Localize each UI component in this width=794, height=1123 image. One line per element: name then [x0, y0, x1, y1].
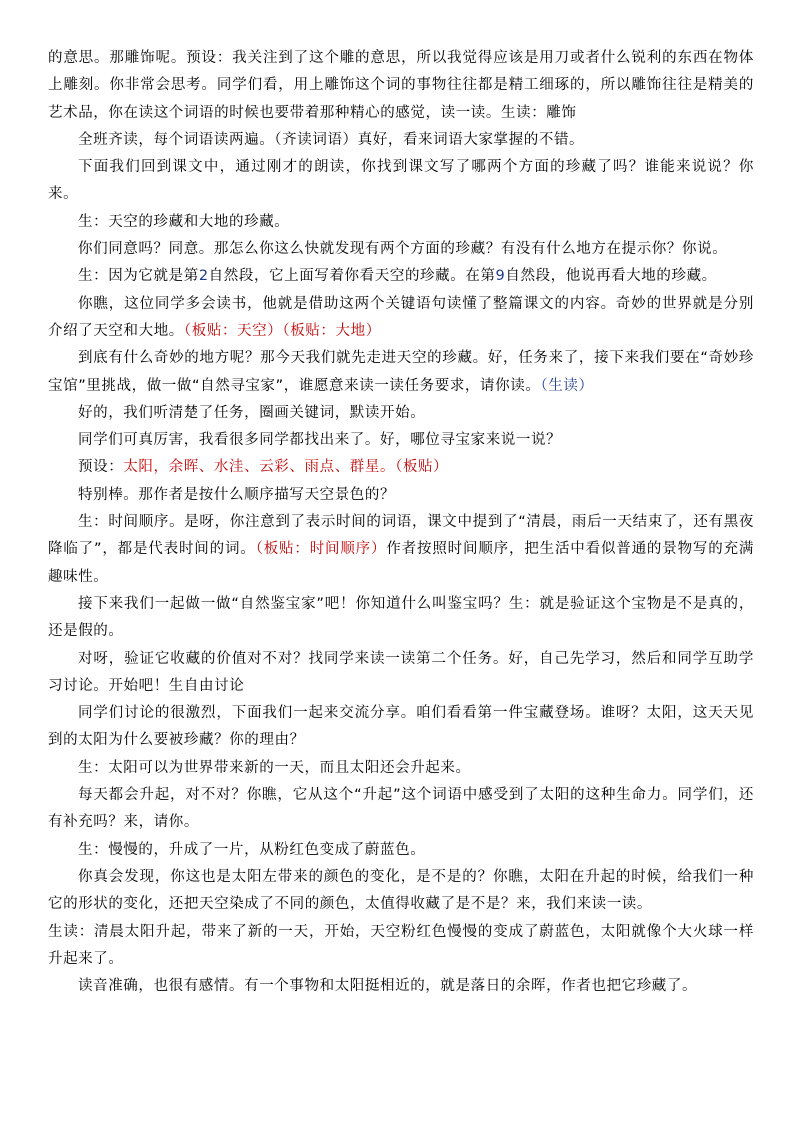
text-segment: 全班齐读，每个词语读两遍。（齐读词语）真好，看来词语大家掌握的不错。 [78, 131, 585, 148]
paragraph [48, 973, 754, 1000]
paragraph [48, 755, 754, 782]
paragraph [48, 291, 754, 346]
board-annotation: 太阳，余晖、水洼、云彩、雨点、群星。（板贴） [123, 459, 449, 476]
paragraph [48, 482, 754, 509]
text-segment: 作者按照时间顺序，把生活中看似普通的景物写的充满趣味性。 [48, 541, 754, 585]
text-segment: 读音准确，也很有感情。有一个事物和太阳挺相近的，就是落日的余晖，作者也把它珍藏了。 [78, 978, 698, 995]
paragraph [48, 400, 754, 427]
text-segment: 自然段，他说再看大地的珍藏。 [505, 268, 717, 285]
highlighted-text: 9 [495, 268, 506, 285]
paragraph [48, 591, 754, 646]
paragraph [48, 782, 754, 837]
paragraph [48, 263, 754, 290]
paragraph [48, 509, 754, 591]
paragraph [48, 236, 754, 263]
text-segment: 到底有什么奇妙的地方呢？那今天我们就先走进天空的珍藏。好，任务来了，接下来我们要在“奇妙珍宝馆”里挑战，做一做“自然寻宝家”，谁愿意来读一读任务要求，请你读。 [48, 350, 754, 394]
paragraph [48, 127, 754, 154]
text-segment: 生：慢慢的，升成了一片，从粉红色变成了蔚蓝色。 [78, 841, 426, 858]
text-segment: 接下来我们一起做一做“自然鉴宝家”吧！你知道什么叫鉴宝吗？生：就是验证这个宝物是不是真的，还是假的。 [48, 595, 754, 640]
text-segment: 生：天空的珍藏和大地的珍藏。 [78, 213, 290, 230]
text-segment: 自然段，它上面写着你看天空的珍藏。在第 [208, 268, 496, 285]
board-annotation: （板贴：时间顺序） [255, 541, 387, 558]
text-segment: 你们同意吗？同意。那怎么你这么快就发现有两个方面的珍藏？有没有什么地方在提示你？你说。 [78, 241, 728, 258]
text-segment: 生：因为它就是第 [78, 268, 199, 285]
text-segment: 每天都会升起，对不对？你瞧，它从这个“升起”这个词语中感受到了太阳的这种生命力。同学们，还有补充吗？来，请你。 [48, 787, 754, 831]
text-segment: 生读：清晨太阳升起，带来了新的一天，开始，天空粉红色慢慢的变成了蔚蓝色，太阳就像个大火球一样升起来了。 [48, 923, 754, 967]
paragraph [48, 837, 754, 864]
text-segment: 生：时间顺序。是呀，你注意到了表示时间的词语，课文中提到了“清晨，雨后一天结束了，还有黑夜降临了”，都是代表时间的词。 [48, 514, 754, 558]
paragraph [48, 154, 754, 209]
text-segment: 对呀，验证它收藏的价值对不对？找同学来读一读第二个任务。好，自己先学习，然后和同学互助学习讨论。开始吧！生自由讨论 [48, 650, 754, 694]
paragraph [48, 345, 754, 400]
paragraph [48, 919, 754, 974]
highlighted-text: （生读） [540, 377, 594, 394]
text-segment: 预设： [78, 459, 124, 476]
board-annotation: （板贴：天空）（板贴：大地） [183, 322, 381, 339]
text-segment: 同学们讨论的很激烈，下面我们一起来交流分享。咱们看看第一件宝藏登场。谁呀？太阳，这天天见到的太阳为什么要被珍藏？你的理由？ [48, 705, 754, 749]
text-segment: 你瞧，这位同学多会读书，他就是借助这两个关键语句读懂了整篇课文的内容。奇妙的世界就是分别介绍了天空和大地。 [48, 295, 754, 339]
paragraph [48, 209, 754, 236]
paragraph [48, 700, 754, 755]
text-segment: 同学们可真厉害，我看很多同学都找出来了。好，哪位寻宝家来说一说？ [78, 432, 562, 449]
text-segment: 好的，我们听清楚了任务，圈画关键词，默读开始。 [78, 404, 426, 421]
paragraph [48, 646, 754, 701]
highlighted-text: 2 [198, 268, 209, 285]
paragraph [48, 427, 754, 454]
text-segment: 下面我们回到课文中，通过刚才的朗读，你找到课文写了哪两个方面的珍藏了吗？谁能来说说？你来。 [48, 159, 754, 203]
paragraph [48, 454, 754, 481]
document-body [48, 45, 754, 1000]
text-segment: 你真会发现，你这也是太阳左带来的颜色的变化，是不是的？你瞧，太阳在升起的时候，给我们一种它的形状的变化，还把天空染成了不同的颜色，太值得收藏了是不是？来，我们来读一读。 [48, 868, 754, 913]
text-segment: 生：太阳可以为世界带来新的一天，而且太阳还会升起来。 [78, 759, 471, 776]
text-segment: 特别棒。那作者是按什么顺序描写天空景色的？ [78, 486, 396, 503]
text-segment: 的意思。那雕饰呢。预设：我关注到了这个雕的意思，所以我觉得应该是用刀或者什么锐利的东西在物体上雕刻。你非常会思考。同学们看，用上雕饰这个词的事物往往都是精工细琢的，所以雕饰往往是精美的艺术品，你在读这个词语的时候也要带着那种精心的感觉，读一读。生读：雕饰 [48, 50, 754, 121]
paragraph [48, 45, 754, 127]
paragraph [48, 864, 754, 919]
